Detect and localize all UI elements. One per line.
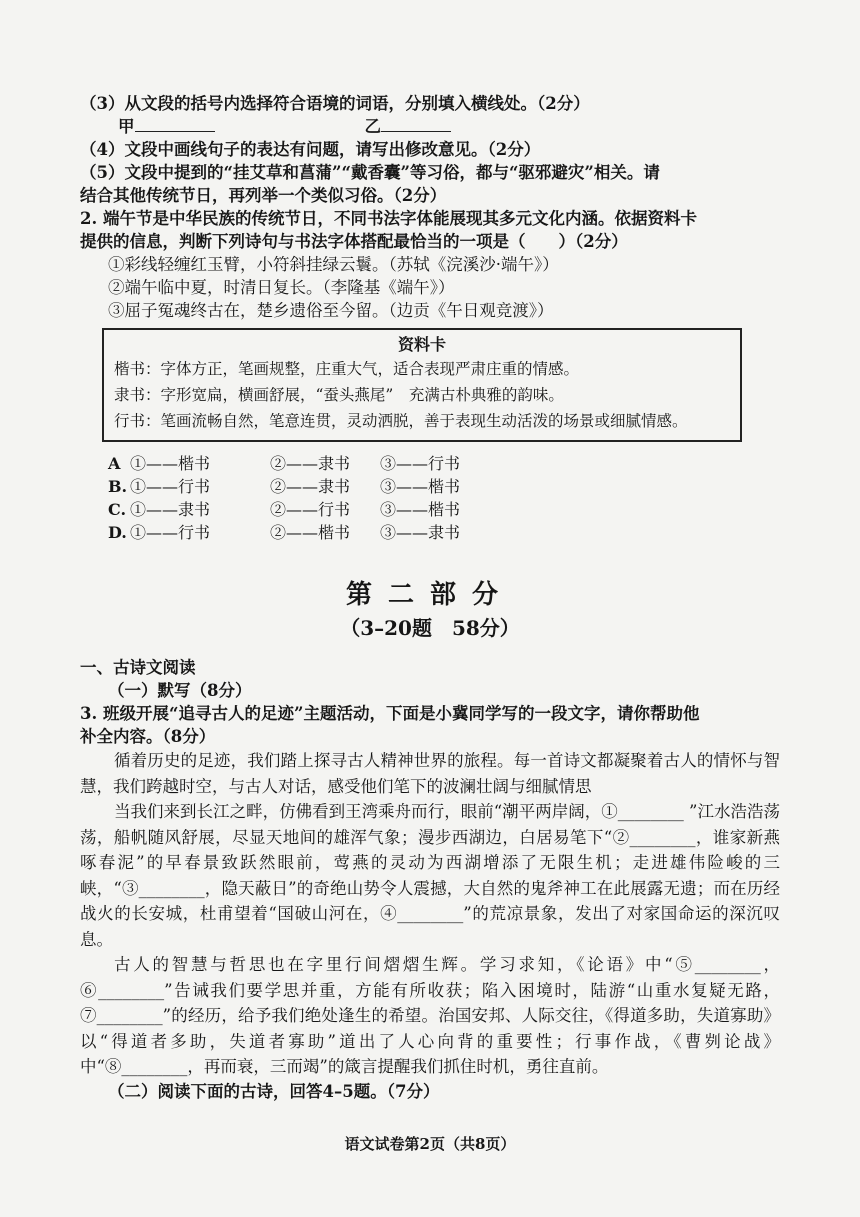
option-pair-2: ②——隶书 [270,454,351,473]
blank-b-label: 乙 [364,117,381,136]
info-card-row-lishu: 隶书：字形宽扁，横画舒展，“蚕头燕尾” 充满古朴典雅的韵味。 [114,386,564,404]
option-key: D. [108,523,127,542]
option-pair-3: ③——楷书 [380,477,461,496]
info-card-row-kaishu: 楷书：字体方正，笔画规整，庄重大气，适合表现严肃庄重的情感。 [114,360,580,378]
passage-paragraph-2: 当我们来到长江之畔，仿佛看到王湾乘舟而行，眼前“潮平两岸阔，①________ ”江水浩浩荡荡，船帆随风舒展，尽显天地间的雄浑气象；漫步西湖边，白居易笔下“②________，谁家新燕啄春泥”的早春景致跃然眼前，莺燕的灵动为西湖增添了无限生机；走进雄伟险峻的三峡，“③________，隐天蔽日”的奇绝山势令人震撼，大自然的鬼斧神工在此展露无遗；而在历经战火的长安城，杜甫望着“国破山河在，④________”的荒凉景象，发出了对家国命运的深沉叹息。 [80,802,780,949]
option-pair-3: ③——楷书 [380,500,461,519]
option-pair-1: ①——楷书 [130,454,211,473]
question-sub4: （4）文段中画线句子的表达有问题，请写出修改意见。（2分） [80,140,541,159]
blank-a-label: 甲 [118,117,135,136]
option-pair-2: ②——楷书 [270,523,351,542]
section-heading: 一、古诗文阅读 [80,658,196,677]
option-pair-2: ②——行书 [270,500,351,519]
poem-3: ③屈子冤魂终古在，楚乡遗俗至今留。（边贡《午日观竞渡》） [108,301,554,320]
answer-blanks-row [80,115,780,138]
passage-paragraph-1: 循着历史的足迹，我们踏上探寻古人精神世界的旅程。每一首诗文都凝聚着古人的情怀与智慧，我们跨越时空，与古人对话，感受他们笔下的波澜壮阔与细腻情思 [80,751,780,796]
option-pair-3: ③——行书 [380,454,461,473]
page-footer: 语文试卷第2页（共8页） [344,1135,516,1153]
question-3-sub3: （3）从文段的括号内选择符合语境的词语，分别填入横线处。（2分） [80,94,590,113]
option-d[interactable] [108,521,780,544]
option-a[interactable] [108,452,780,475]
subsection-dictation: （一）默写（8分） [108,681,252,700]
option-c[interactable] [108,498,780,521]
question-2-stem-line2: 提供的信息，判断下列诗句与书法字体搭配最恰当的一项是（ ）（2分） [80,232,628,251]
question-3-stem-line1: 3. 班级开展“追寻古人的足迹”主题活动，下面是小冀同学写的一段文字，请你帮助他 [80,704,700,723]
question-2-stem-line1: 2. 端午节是中华民族的传统节日，不同书法字体能展现其多元文化内涵。依据资料卡 [80,209,697,228]
option-pair-1: ①——行书 [130,523,211,542]
option-pair-1: ①——隶书 [130,500,211,519]
info-card-title: 资料卡 [397,335,446,354]
question-sub5-line2: 结合其他传统节日，再列举一个类似习俗。（2分） [80,186,447,205]
passage-paragraph-3: 古人的智慧与哲思也在字里行间熠熠生辉。学习求知，《论语》中“⑤________，⑥________”告诫我们要学思并重，方能有所收获；陷入困境时，陆游“山重水复疑无路，⑦________”的经历，给予我们绝处逢生的希望。治国安邦、人际交往，《得道多助，失道寡助》以“得道者多助，失道者寡助”道出了人心向背的重要性；行事作战，《曹刿论战》中“⑧________，再而衰，三而竭”的箴言提醒我们抓住时机，勇往直前。 [80,955,780,1076]
option-pair-1: ①——行书 [130,477,211,496]
poem-2: ②端午临中夏，时清日复长。（李隆基《端午》） [108,278,455,297]
blank-b-line [381,115,451,132]
option-pair-2: ②——隶书 [270,477,351,496]
option-b[interactable] [108,475,780,498]
part-two-subtitle: （3–20题 58分） [340,616,520,640]
option-pair-3: ③——隶书 [380,523,461,542]
blank-a-line [135,115,215,132]
option-key: A [108,454,121,473]
option-key: B. [108,477,128,496]
part-two-title: 第二部分 [345,580,514,610]
option-key: C. [108,500,127,519]
subsection-poem-reading: （二）阅读下面的古诗，回答4–5题。（7分） [108,1081,440,1101]
answer-options [80,452,780,544]
info-card-row-xingshu: 行书：笔画流畅自然，笔意连贯，灵动洒脱，善于表现生动活泼的场景或细腻情感。 [114,412,688,430]
question-sub5-line1: （5）文段中提到的“挂艾草和菖蒲”“戴香囊”等习俗，都与“驱邪避灾”相关。请 [80,163,660,182]
poem-1: ①彩线轻缠红玉臂，小符斜挂绿云鬟。（苏轼《浣溪沙·端午》） [108,255,559,274]
info-card [102,328,742,442]
question-3-stem-line2: 补全内容。（8分） [80,727,216,746]
